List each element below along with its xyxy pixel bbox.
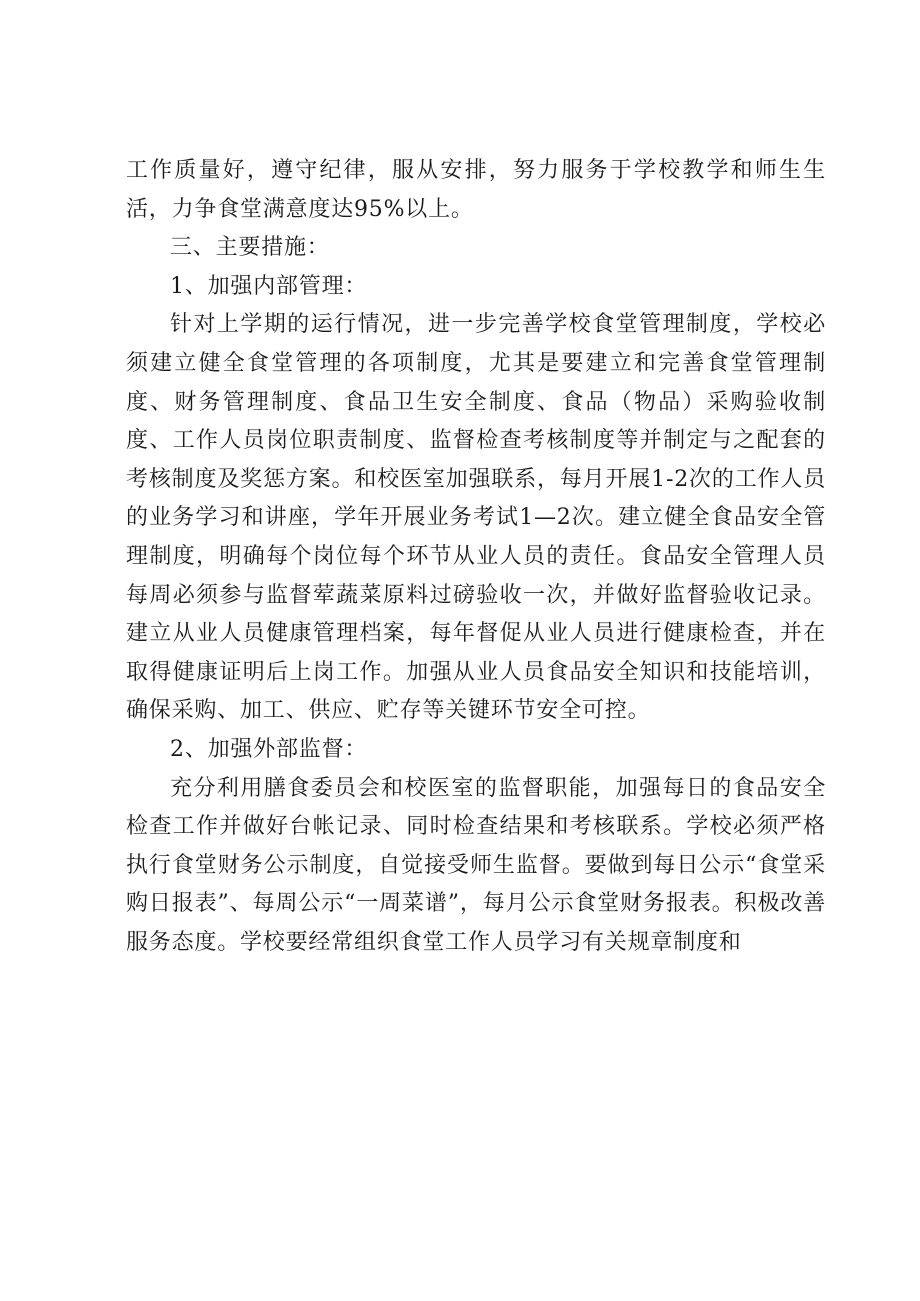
subheading-internal-management: 1、加强内部管理： xyxy=(170,273,368,299)
paragraph-external-supervision: 充分利用膳食委员会和校医室的监督职能，加强每日的食品安全检查工作并做好台帐记录、同时检查结果和考核联系。学校必须严格执行食堂财务公示制度，自觉接受师生监督。要做到每日公示“食堂采购日报表”、每周公示“一周菜谱”，每月公示食堂财务报表。积极改善服务态度。学校要经常组织食堂工作人员学习有关规章制度和 xyxy=(126,775,826,955)
section-heading-main-measures: 三、主要措施： xyxy=(170,235,330,261)
paragraph-internal-management: 针对上学期的运行情况，进一步完善学校食堂管理制度，学校必须建立健全食堂管理的各项制度，尤其是要建立和完善食堂管理制度、财务管理制度、食品卫生安全制度、食品（物品）采购验收制度、工作人员岗位职责制度、监督检查考核制度等并制定与之配套的考核制度及奖惩方案。和校医室加强联系，每月开展1-2次的工作人员的业务学习和讲座，学年开展业务考试1—2次。建立健全食品安全管理制度，明确每个岗位每个环节从业人员的责任。食品安全管理人员每周必须参与监督荤蔬菜原料过磅验收一次，并做好监督验收记录。建立从业人员健康管理档案，每年督促从业人员进行健康检查，并在取得健康证明后上岗工作。加强从业人员食品安全知识和技能培训，确保采购、加工、供应、贮存等关键环节安全可控。 xyxy=(126,312,826,724)
document-body xyxy=(126,152,826,962)
subheading-external-supervision: 2、加强外部监督： xyxy=(170,736,368,762)
paragraph-continuation: 工作质量好，遵守纪律，服从安排，努力服务于学校教学和师生生活，力争食堂满意度达95%以上。 xyxy=(126,158,826,222)
